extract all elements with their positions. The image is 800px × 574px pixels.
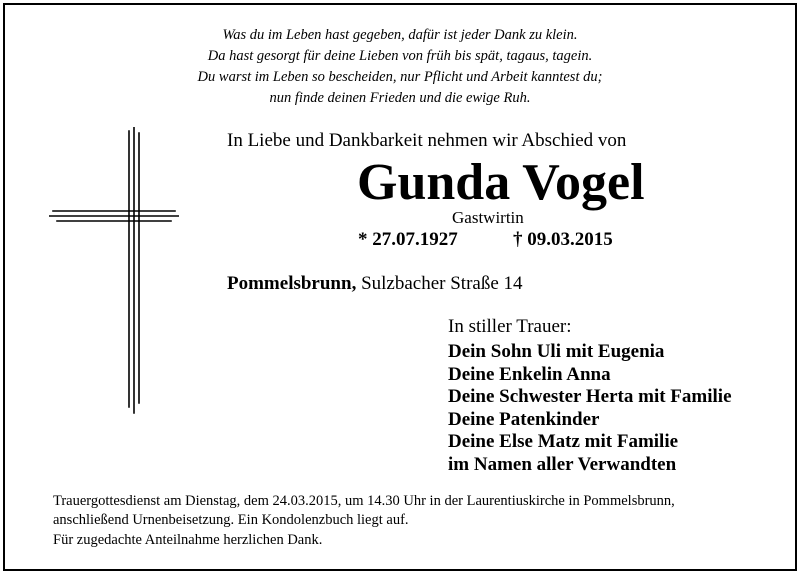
address-street: Sulzbacher Straße 14: [361, 273, 523, 294]
birth-date: * 27.07.1927: [358, 229, 458, 250]
mourner-item: Deine Enkelin Anna: [448, 363, 611, 385]
service-details: [53, 492, 675, 530]
poem-line: Da hast gesorgt für deine Lieben von früh bis spät, tagaus, tagein.: [207, 48, 593, 64]
mourner-item: im Namen aller Verwandten: [448, 453, 677, 475]
address-town: Pommelsbrunn,: [227, 273, 357, 294]
mourner-item: Dein Sohn Uli mit Eugenia: [448, 341, 665, 362]
poem-line: Was du im Leben hast gegeben, dafür ist jeder Dank zu klein.: [222, 27, 578, 43]
mourners-list: [448, 341, 732, 476]
mourner-item: Deine Else Matz mit Familie: [448, 431, 679, 452]
deceased-name: Gunda Vogel: [357, 154, 645, 211]
deceased-occupation: Gastwirtin: [452, 208, 524, 227]
farewell-intro: In Liebe und Dankbarkeit nehmen wir Abschied von: [227, 130, 627, 151]
death-date: † 09.03.2015: [513, 229, 613, 250]
mourners-heading: In stiller Trauer:: [448, 316, 572, 337]
obituary-notice: [3, 3, 797, 571]
cross-icon: [49, 127, 179, 415]
mourner-item: Deine Patenkinder: [448, 408, 600, 430]
poem-line: Du warst im Leben so bescheiden, nur Pflicht und Arbeit kanntest du;: [197, 69, 603, 85]
poem-line: nun finde deinen Frieden und die ewige Ruh.: [269, 90, 531, 106]
address: [227, 273, 523, 295]
memorial-poem: [5, 25, 795, 109]
service-line: Trauergottesdienst am Dienstag, dem 24.03.2015, um 14.30 Uhr in der Laurentiuskirche in Pommelsbrunn,: [53, 493, 675, 509]
thanks-note: Für zugedachte Anteilnahme herzlichen Dank.: [53, 532, 323, 548]
mourner-item: Deine Schwester Herta mit Familie: [448, 386, 732, 407]
service-line: anschließend Urnenbeisetzung. Ein Kondolenzbuch liegt auf.: [53, 512, 409, 528]
